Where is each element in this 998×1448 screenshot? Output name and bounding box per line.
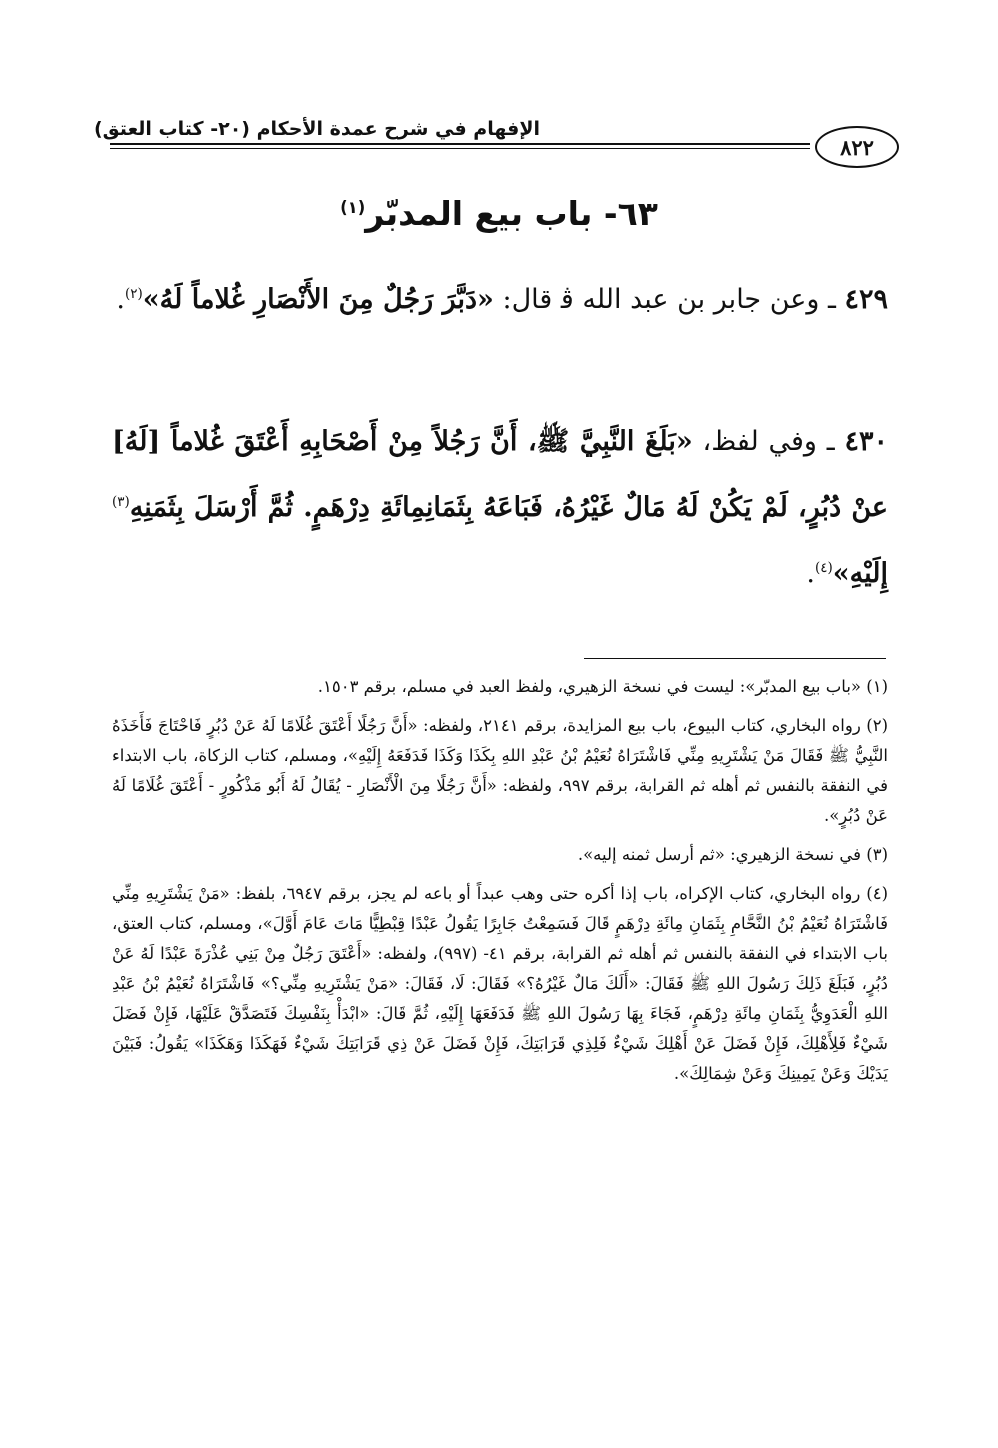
footnote-id: (١) [866, 677, 888, 696]
footnote-text: رواه البخاري، كتاب البيوع، باب بيع المزايدة، برقم ٢١٤١، ولفظه: «أَنَّ رَجُلًا أَعْتَقَ غُلَامًا لَهُ عَنْ دُبُرٍ فَاحْتَاجَ فَأَخَذَهُ النَّبِيُّ ﷺ فَقَالَ مَنْ يَشْتَرِيهِ مِنِّي فَاشْتَرَاهُ نُعَيْمُ بْنُ عَبْدِ اللهِ بِكَذَا وَكَذَا فَدَفَعَهُ إِلَيْهِ»، ومسلم، كتاب الزكاة، باب الابتداء في النفقة بالنفس ثم أهله ثم القرابة، برقم ٩٩٧، ولفظه: «أَنَّ رَجُلًا مِنَ الْأَنْصَارِ - يُقَالُ لَهُ أَبُو مَذْكُورٍ - أَعْتَقَ غُلَامًا لَهُ عَنْ دُبُرٍ». [112, 716, 888, 825]
hadith-intro: ـ وعن جابر بن عبد الله ﭬ قال: [493, 284, 836, 315]
footnote-1 [112, 672, 888, 702]
footnote-id: (٣) [866, 845, 888, 864]
footnote-id: (٤) [866, 884, 888, 903]
hadith-intro: ـ وفي لفظ، [692, 426, 835, 457]
hadith-end: . [116, 284, 125, 315]
footnote-text: في نسخة الزهيري: «ثم أرسل ثمنه إليه». [577, 845, 867, 864]
footnote-2 [112, 711, 888, 831]
footnote-text: «باب بيع المدبّر»: ليست في نسخة الزهيري، ولفظ العبد في مسلم، برقم ١٥٠٣. [317, 677, 867, 696]
hadith-quote-part1: «بَلَغَ النَّبِيَّ ﷺ، أَنَّ رَجُلاً مِنْ أَصْحَابِهِ أَعْتَقَ غُلاماً [لَهُ] عنْ دُبُرٍ، لَمْ يَكُنْ لَهُ مَالٌ غَيْرُهُ، فَبَاعَهُ بِثَمَانِمِائَةِ دِرْهَمٍ. ثُمَّ أَرْسَلَ بِثَمَنِهِ [112, 426, 888, 523]
footnote-ref: (٢) [124, 286, 143, 302]
footnote-4 [112, 879, 888, 1089]
footnote-id: (٢) [866, 716, 889, 735]
footnote-ref: (٣) [112, 494, 130, 510]
footnote-3 [112, 840, 888, 870]
hadith-quote: «دَبَّرَ رَجُلٌ مِنَ الأَنْصَارِ غُلاماً لَهُ» [142, 284, 494, 315]
page-number: ٨٢٢ [815, 126, 899, 168]
hadith-end: . [806, 558, 815, 589]
hadith-number: ٤٣٠ [844, 426, 888, 457]
chapter-title-text: ٦٣- باب بيع المدبّر [365, 194, 658, 233]
chapter-title [0, 194, 998, 233]
footnotes [112, 672, 888, 1098]
hadith-quote-part2: إِلَيْهِ» [832, 558, 888, 589]
footnote-ref: (١) [340, 198, 366, 217]
footnote-separator [584, 658, 886, 659]
hadith-number: ٤٢٩ [844, 284, 888, 315]
hadith-430 [112, 412, 888, 604]
header-rule [110, 143, 810, 149]
footnote-text: رواه البخاري، كتاب الإكراه، باب إذا أكره حتى وهب عبداً أو باعه لم يجز، برقم ٦٩٤٧، بلفظ: «مَنْ يَشْتَرِيهِ مِنِّي فَاشْتَرَاهُ نُعَيْمُ بْنُ النَّحَّامِ بِثَمَانِ مِائَةِ دِرْهَمٍ قَالَ فَسَمِعْتُ جَابِرًا يَقُولُ عَبْدًا قِبْطِيًّا مَاتَ عَامَ أَوَّلَ»، ومسلم، كتاب العتق، باب الابتداء في النفقة بالنفس ثم أهله ثم القرابة، برقم ٤١- (٩٩٧)، ولفظه: «أَعْتَقَ رَجُلٌ مِنْ بَنِي عُذْرَةَ عَبْدًا لَهُ عَنْ دُبُرٍ، فَبَلَغَ ذَلِكَ رَسُولَ اللهِ ﷺ فَقَالَ: «أَلَكَ مَالٌ غَيْرُهُ؟» فَقَالَ: لَا، فَقَالَ: «مَنْ يَشْتَرِيهِ مِنِّي؟» فَاشْتَرَاهُ نُعَيْمُ بْنُ عَبْدِ اللهِ الْعَدَوِيُّ بِثَمَانِ مِائَةِ دِرْهَمٍ، فَجَاءَ بِهَا رَسُولَ اللهِ ﷺ فَدَفَعَهَا إِلَيْهِ، ثُمَّ قَالَ: «ابْدَأْ بِنَفْسِكَ فَتَصَدَّقْ عَلَيْهَا، فَإِنْ فَضَلَ شَيْءٌ فَلِأَهْلِكَ، فَإِنْ فَضَلَ عَنْ أَهْلِكَ شَيْءٌ فَلِذِي قَرَابَتِكَ، فَإِنْ فَضَلَ عَنْ ذِي قَرَابَتِكَ شَيْءٌ فَهَكَذَا وَهَكَذَا» يَقُولُ: فَبَيْنَ يَدَيْكَ وَعَنْ يَمِينِكَ وَعَنْ شِمَالِكَ». [112, 884, 889, 1083]
running-title: الإفهام في شرح عمدة الأحكام (٢٠- كتاب العتق) [94, 118, 540, 140]
hadith-429 [112, 264, 888, 330]
page-header [94, 108, 890, 178]
footnote-ref: (٤) [814, 560, 833, 576]
